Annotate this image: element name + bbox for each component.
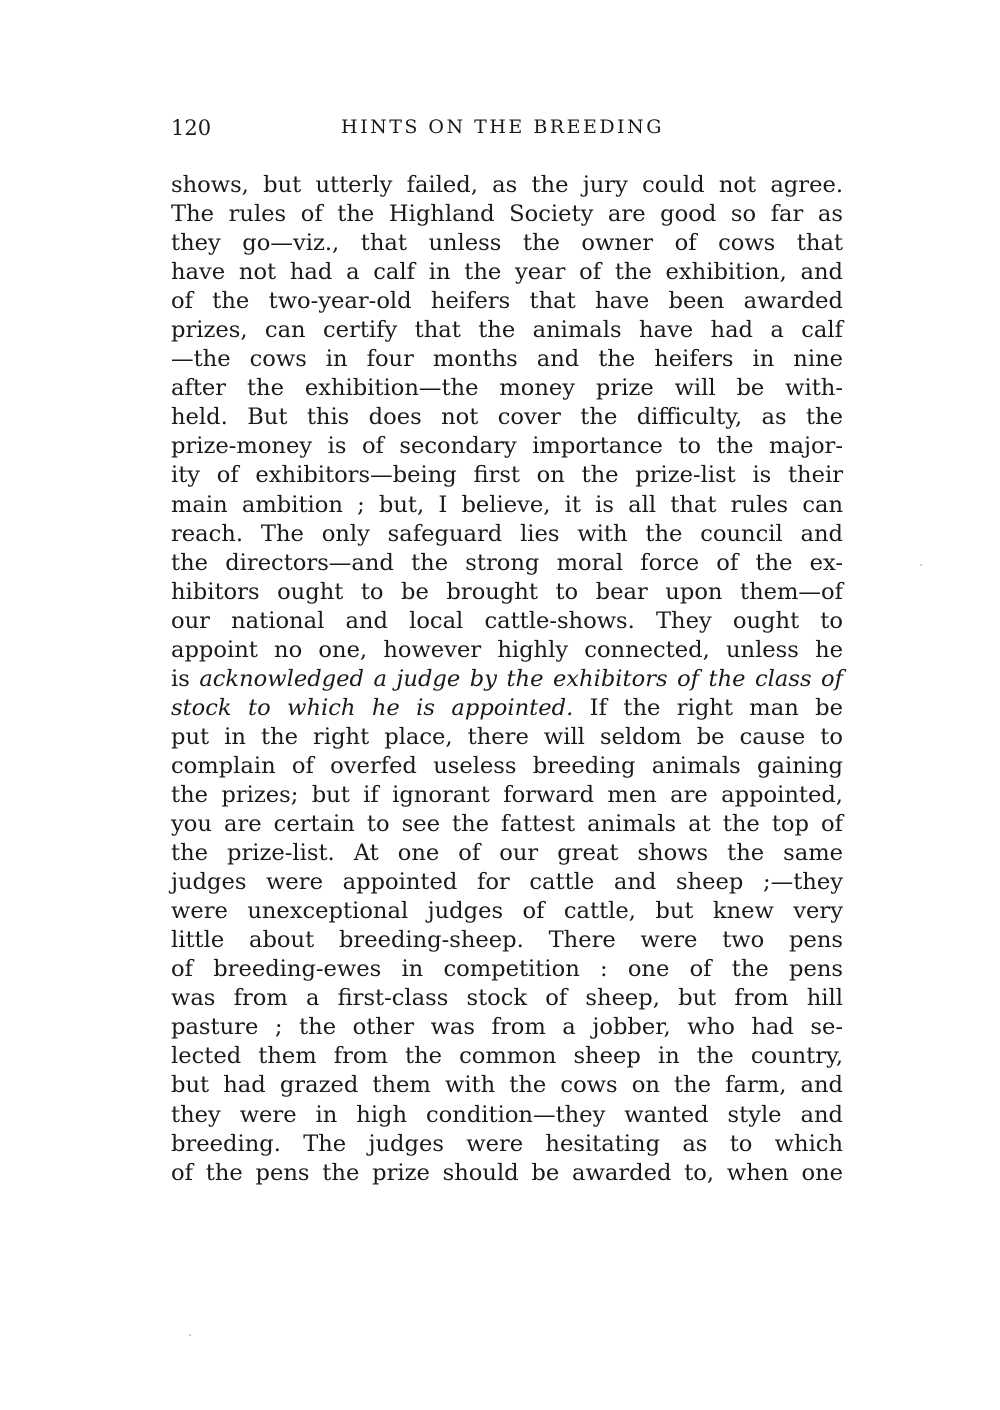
body-text xyxy=(171,171,843,1188)
plain-text: is xyxy=(171,665,200,692)
italic-text: acknowledged a judge by the exhibitors of the class of xyxy=(199,665,843,692)
text-line: but had grazed them with the cows on the farm, and xyxy=(171,1072,843,1099)
text-line: judges were appointed for cattle and sheep ;—they xyxy=(171,869,843,896)
text-line: lected them from the common sheep in the country, xyxy=(171,1043,843,1070)
text-line: after the exhibition—the money prize will be with- xyxy=(171,375,843,402)
text-line: breeding. The judges were hesitating as to which xyxy=(171,1130,843,1157)
scan-speck xyxy=(189,1334,191,1336)
text-line-mixed xyxy=(171,665,843,694)
text-line: have not had a calf in the year of the exhibition, and xyxy=(171,259,843,286)
text-line: the directors—and the strong moral force of the ex- xyxy=(171,549,843,576)
text-line-mixed xyxy=(171,694,843,723)
text-line: ity of exhibitors—being first on the prize-list is their xyxy=(171,462,843,489)
plain-text: If the right man be xyxy=(573,694,843,721)
text-line: the prizes; but if ignorant forward men are appointed, xyxy=(171,781,843,808)
text-line: our national and local cattle-shows. They ought to xyxy=(171,607,843,634)
text-line: complain of overfed useless breeding animals gaining xyxy=(171,752,843,779)
text-line: appoint no one, however highly connected, unless he xyxy=(171,636,843,663)
text-line: main ambition ; but, I believe, it is all that rules can xyxy=(171,491,843,518)
text-line: held. But this does not cover the difficulty, as the xyxy=(171,404,843,431)
text-line: of breeding-ewes in competition : one of the pens xyxy=(171,956,843,983)
text-line: of the two-year-old heifers that have been awarded xyxy=(171,288,843,315)
text-line: put in the right place, there will seldom be cause to xyxy=(171,723,843,750)
page-header xyxy=(171,116,843,146)
text-line: hibitors ought to be brought to bear upon them—of xyxy=(171,578,843,605)
text-line: The rules of the Highland Society are good so far as xyxy=(171,201,843,228)
text-line: shows, but utterly failed, as the jury could not agree. xyxy=(171,172,843,198)
text-line: of the pens the prize should be awarded to, when one xyxy=(171,1159,843,1186)
page-number: 120 xyxy=(171,116,212,140)
text-line: they go—viz., that unless the owner of cows that xyxy=(171,230,843,257)
text-line: little about breeding-sheep. There were two pens xyxy=(171,927,843,954)
text-line: prizes, can certify that the animals have had a calf xyxy=(171,317,843,344)
running-head: HINTS ON THE BREEDING xyxy=(341,116,664,138)
text-line: pasture ; the other was from a jobber, who had se- xyxy=(171,1014,843,1041)
text-line: were unexceptional judges of cattle, but knew very xyxy=(171,898,843,925)
text-line: you are certain to see the fattest animals at the top of xyxy=(171,811,843,838)
text-line: the prize-list. At one of our great shows the same xyxy=(171,840,843,867)
scan-speck xyxy=(920,564,922,566)
text-line: they were in high condition—they wanted style and xyxy=(171,1101,843,1128)
text-line: —the cows in four months and the heifers in nine xyxy=(171,346,843,373)
text-line: prize-money is of secondary importance to the major- xyxy=(171,433,843,460)
text-line: reach. The only safeguard lies with the council and xyxy=(171,520,843,547)
text-line: was from a first-class stock of sheep, but from hill xyxy=(171,985,843,1012)
italic-text: stock to which he is appointed. xyxy=(171,694,574,721)
